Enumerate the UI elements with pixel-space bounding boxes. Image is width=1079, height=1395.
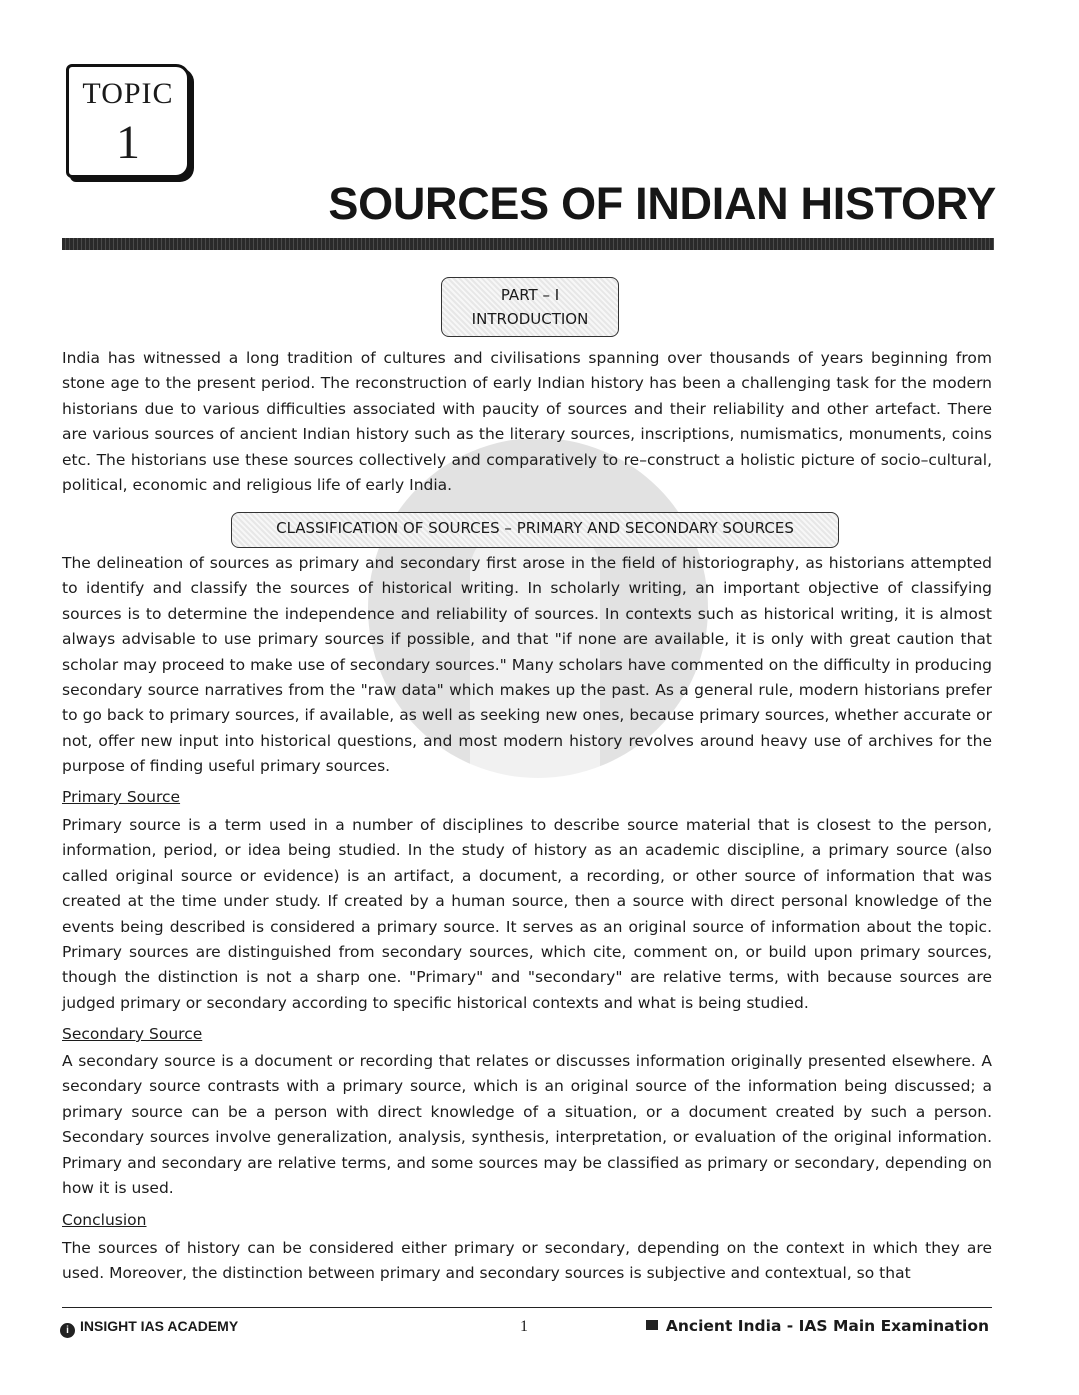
secondary-source-heading: Secondary Source [62, 1025, 203, 1043]
footer-publisher [60, 1318, 238, 1338]
conclusion-paragraph: The sources of history can be considered either primary or secondary, depending on the context in which they are used. Moreover, the distinction between primary and secondary sources is subjective and contextual, so that [62, 1239, 992, 1283]
topic-number: 1 [116, 116, 140, 169]
footer-divider [62, 1307, 992, 1308]
primary-source-heading: Primary Source [62, 788, 181, 806]
page-title: SOURCES OF INDIAN HISTORY [328, 178, 996, 229]
footer-book-title [646, 1317, 989, 1335]
classification-paragraph: The delineation of sources as primary and secondary first arose in the field of historiography, as historians attempted to identify and classify the sources of historical writing. In scholarly writing, an important objective of classifying sources is to determine the independence and reliability of sources. In contexts such as historical writing, it is almost always advisable to use primary sources if possible, and that "if none are available, it is only with great caution that scholar may proceed to make use of secondary sources." Many scholars have commented on the difficulty in producing secondary source narratives from the "raw data" which makes up the past. As a general rule, modern historians prefer to go back to primary sources, if available, as well as seeking new ones, because primary sources, whether accurate or not, offer new input into historical questions, and most modern history revolves around heavy use of archives for the purpose of finding useful primary sources. [62, 554, 992, 776]
part-label: PART – I [500, 286, 560, 304]
primary-source-paragraph: Primary source is a term used in a number of disciplines to describe source material that is closest to the person, information, period, or idea being studied. In the study of history as an academic discipline, a primary source (also called original source or evidence) is an artifact, a document, a recording, or other source of information that was created at the time under study. If created by a human source, then a source with direct personal knowledge of the events being described is considered a primary source. It serves as an original source of information about the topic. Primary sources are distinguished from secondary sources, which cite, comment on, or build upon primary sources, though the distinction is not a sharp one. "Primary" and "secondary" are relative terms, with because sources are judged primary or secondary according to specific historical contexts and what is being studied. [62, 816, 992, 1012]
footer-publisher-name: INSIGHT IAS ACADEMY [80, 1318, 239, 1334]
topic-badge [66, 64, 190, 178]
insight-logo-icon: i [60, 1323, 75, 1338]
title-divider [62, 238, 994, 250]
conclusion-heading: Conclusion [62, 1211, 147, 1229]
part-title: INTRODUCTION [471, 310, 589, 328]
classification-heading: CLASSIFICATION OF SOURCES – PRIMARY AND SECONDARY SOURCES [231, 512, 839, 548]
footer-book-name: Ancient India - IAS Main Examination [665, 1317, 989, 1335]
secondary-source-paragraph: A secondary source is a document or recording that relates or discusses information originally presented elsewhere. A secondary source contrasts with a primary source, which is an original source of the information being discussed; a primary source can be a person with direct knowledge of a situation, or a document created by such a person. Secondary sources involve generalization, analysis, synthesis, interpretation, or evaluation of the original information. Primary and secondary are relative terms, and some sources may be classified as primary or secondary, depending on how it is used. [62, 1052, 992, 1198]
square-bullet-icon [646, 1320, 658, 1330]
part-heading-box [441, 277, 619, 337]
page-number: 1 [520, 1318, 528, 1335]
intro-paragraph: India has witnessed a long tradition of cultures and civilisations spanning over thousands of years beginning from stone age to the present period. The reconstruction of early Indian history has been a challenging task for the modern historians due to various difficulties associated with paucity of sources and their reliability and other artefact. There are various sources of ancient Indian history such as the literary sources, inscriptions, numismatics, monuments, coins etc. The historians use these sources collectively and comparatively to re–construct a holistic picture of socio–cultural, political, economic and religious life of early India. [62, 349, 992, 495]
topic-label: TOPIC [82, 77, 174, 110]
